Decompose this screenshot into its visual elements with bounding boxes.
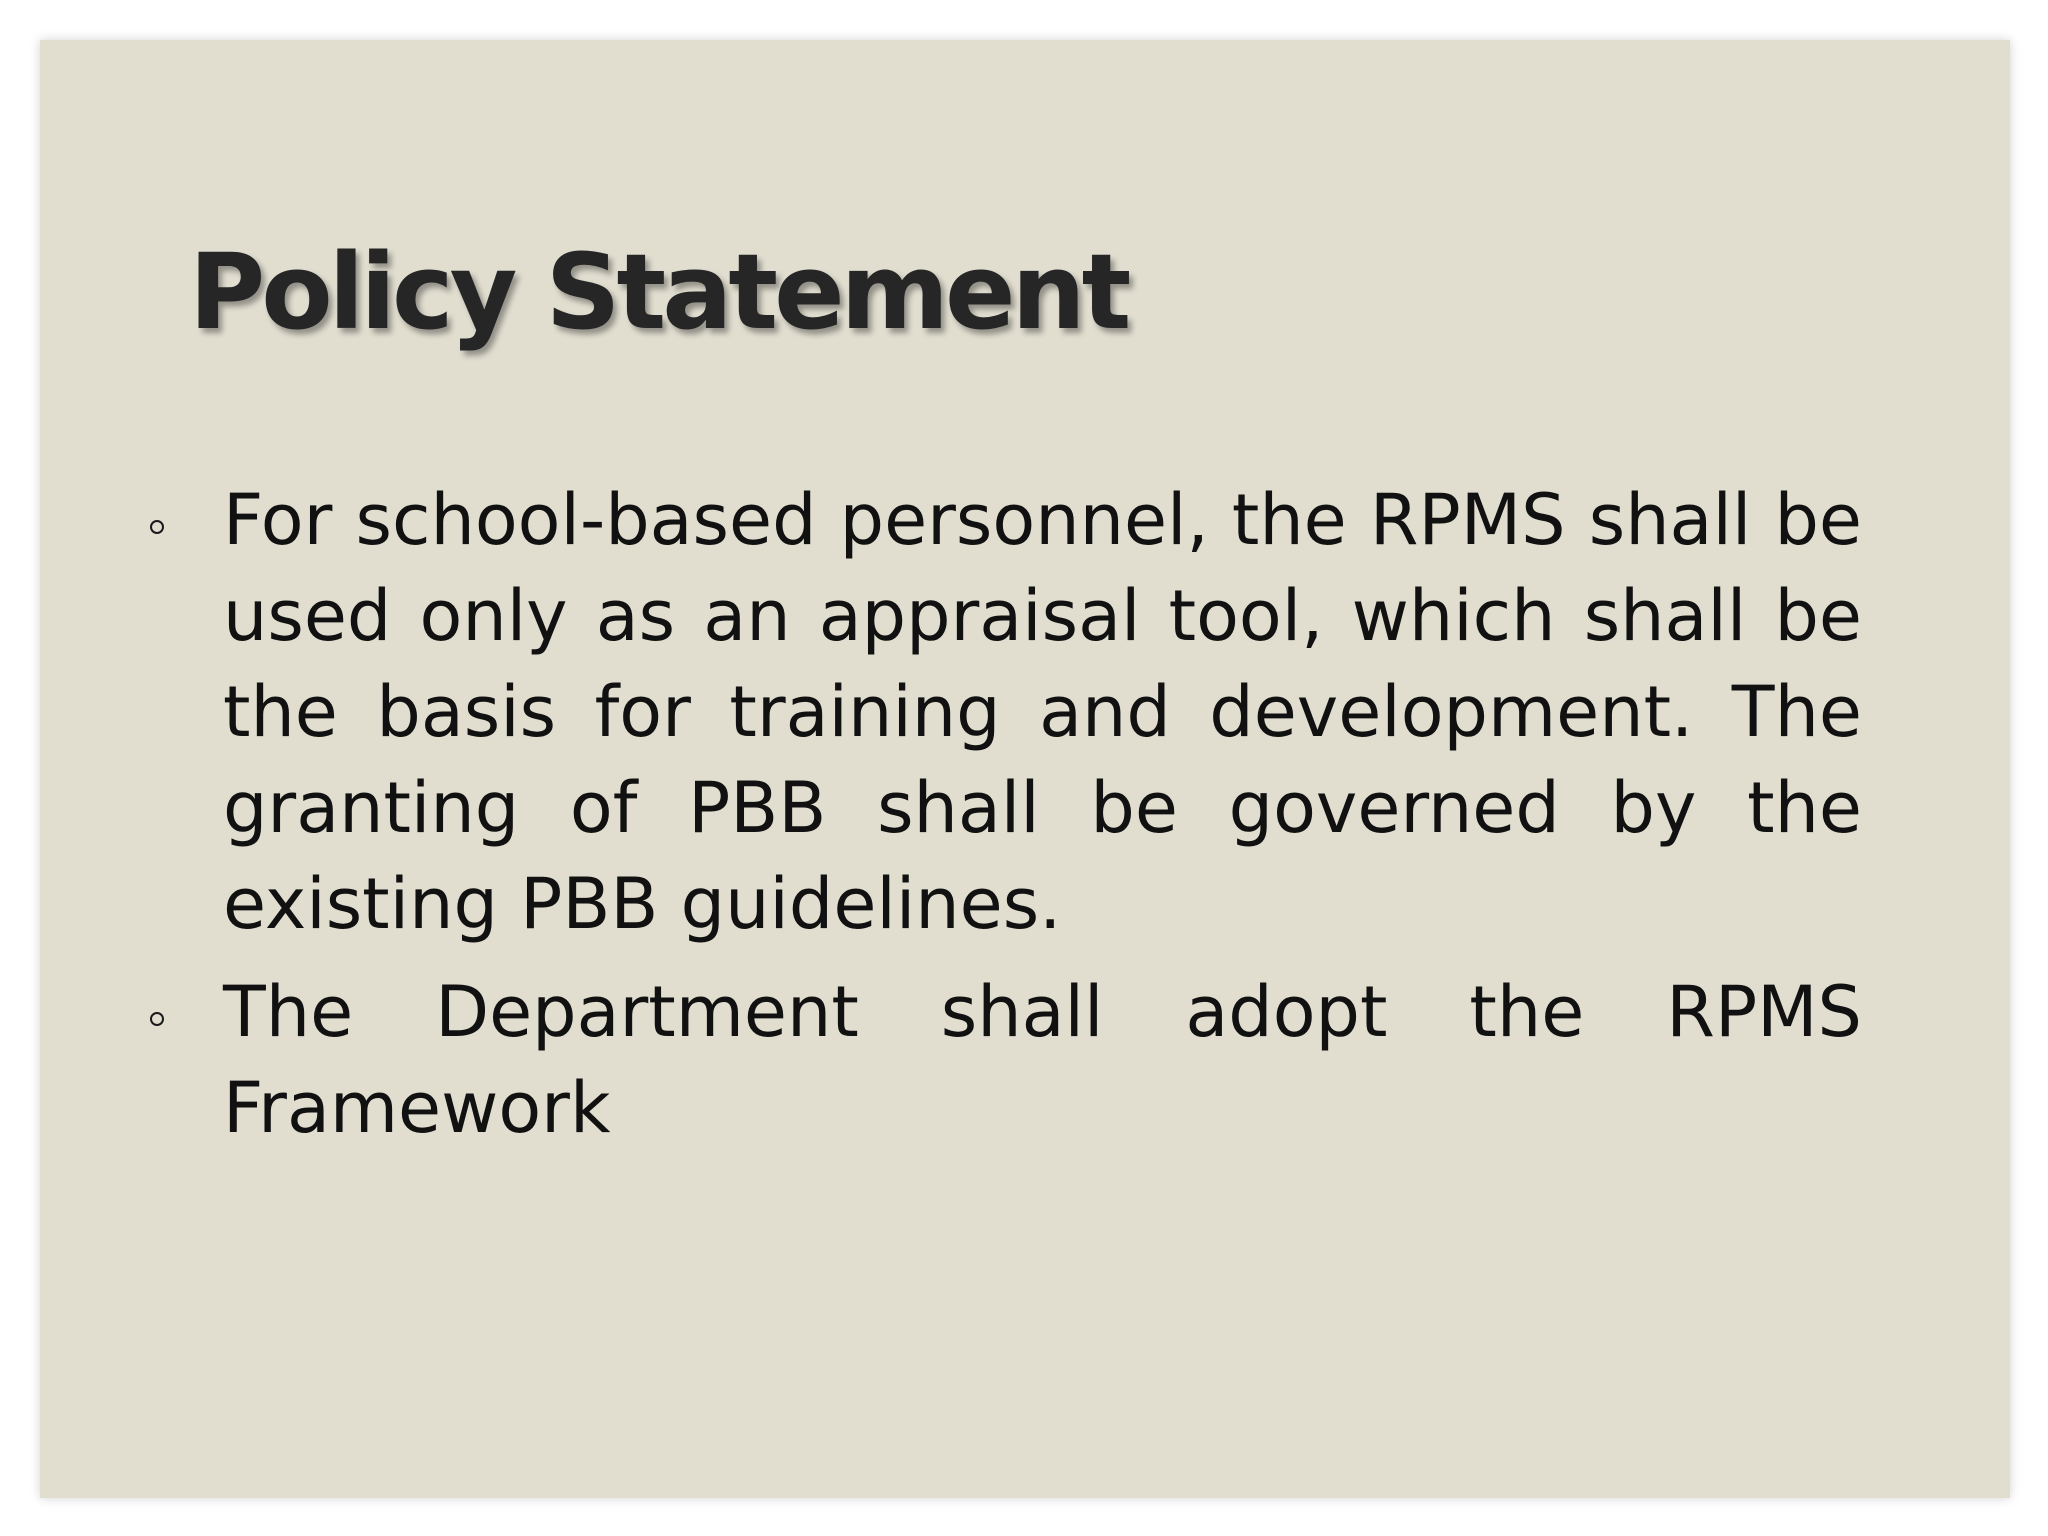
- bullet-text: For school-based personnel, the RPMS shall be used only as an appraisal tool, which shall be the basis for training and development. The granting of PBB shall be governed by the existing PBB guidelines.: [223, 479, 1862, 945]
- hollow-circle-bullet-icon: [150, 520, 164, 534]
- hollow-circle-bullet-icon: [150, 1012, 164, 1026]
- bullet-list: [142, 472, 1862, 1168]
- bullet-item: [142, 472, 1862, 952]
- slide: [40, 40, 2010, 1498]
- slide-title: Policy Statement: [189, 231, 1128, 353]
- bullet-item: [142, 964, 1862, 1156]
- bullet-text: The Department shall adopt the RPMS Framework: [223, 971, 1862, 1149]
